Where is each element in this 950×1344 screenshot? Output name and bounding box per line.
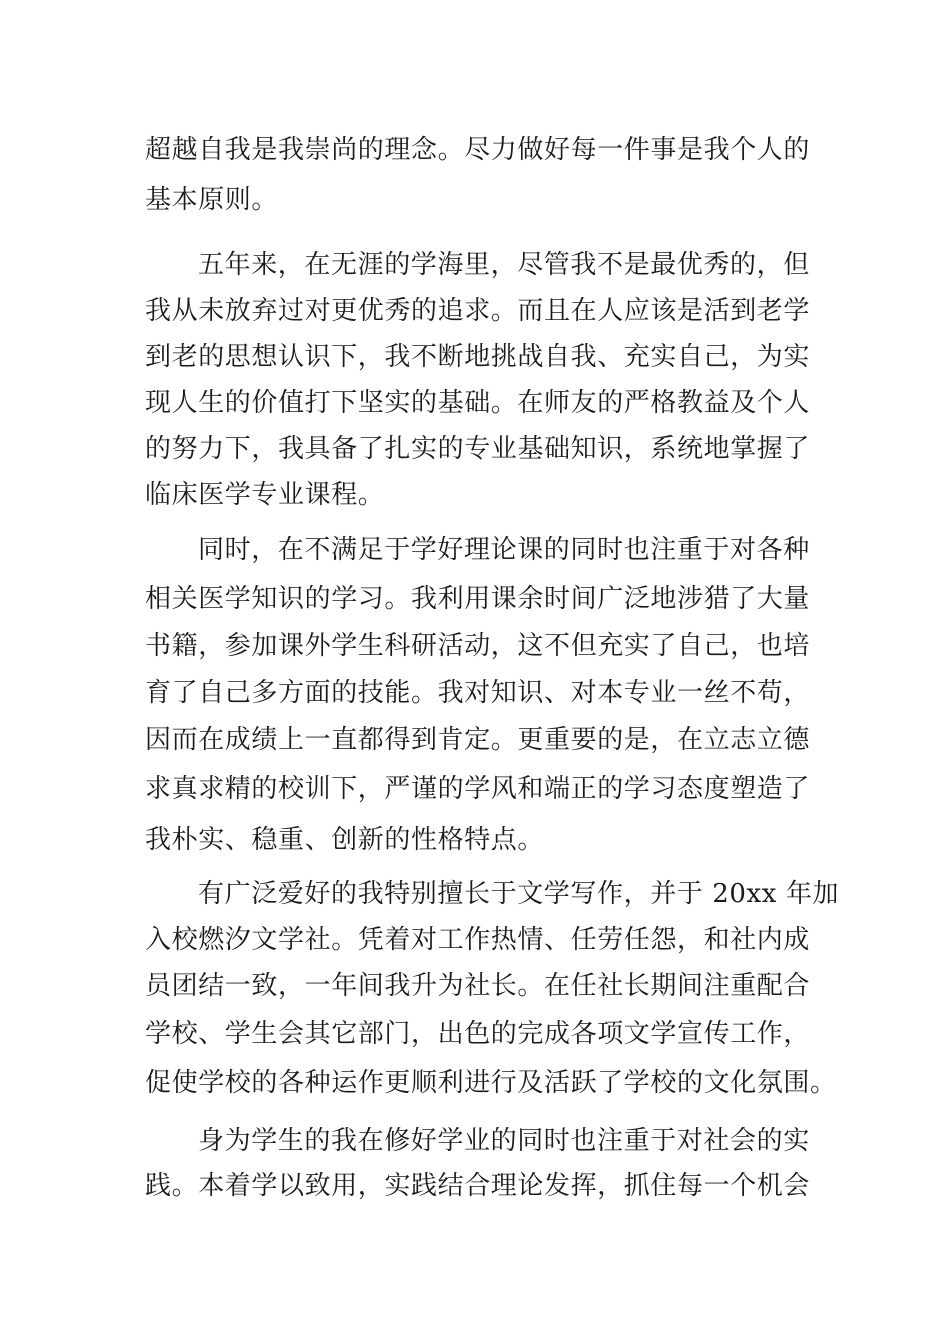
text-line: 到老的思想认识下，我不断地挑战自我、充实自己，为实: [145, 342, 811, 372]
text-line: 促使学校的各种运作更顺利进行及活跃了学校的文化氛围。: [145, 1068, 837, 1098]
text-line: 学校、学生会其它部门，出色的完成各项文学宣传工作，: [145, 1019, 811, 1049]
text-line: 育了自己多方面的技能。我对知识、对本专业一丝不苟，: [145, 678, 811, 708]
text-line: 践。本着学以致用，实践结合理论发挥，抓住每一个机会: [145, 1171, 811, 1201]
paragraph-first-line: 身为学生的我在修好学业的同时也注重于对社会的实: [198, 1126, 810, 1156]
text-line: 超越自我是我崇尚的理念。尽力做好每一件事是我个人的: [145, 135, 811, 165]
text-line: 相关医学知识的学习。我利用课余时间广泛地涉猎了大量: [145, 584, 811, 614]
text-line: 的努力下，我具备了扎实的专业基础知识，系统地掌握了: [145, 434, 811, 464]
text-line: 我朴实、稳重、创新的性格特点。: [145, 825, 545, 855]
text-line: 基本原则。: [145, 185, 279, 215]
text-line: 求真求精的校训下，严谨的学风和端正的学习态度塑造了: [145, 774, 811, 804]
paragraph-first-line: 五年来，在无涯的学海里，尽管我不是最优秀的，但: [198, 250, 810, 280]
paragraph-first-line: 同时，在不满足于学好理论课的同时也注重于对各种: [198, 535, 810, 565]
text-line: 入校燃汐文学社。凭着对工作热情、任劳任怨，和社内成: [145, 925, 811, 955]
paragraph-first-line: 有广泛爱好的我特别擅长于文学写作，并于 20xx 年加: [198, 879, 840, 909]
text-line: 临床医学专业课程。: [145, 480, 385, 510]
text-line: 因而在成绩上一直都得到肯定。更重要的是，在立志立德: [145, 725, 811, 755]
text-line: 书籍，参加课外学生科研活动，这不但充实了自己，也培: [145, 631, 811, 661]
text-line: 员团结一致，一年间我升为社长。在任社长期间注重配合: [145, 971, 811, 1001]
text-line: 我从未放弃过对更优秀的追求。而且在人应该是活到老学: [145, 296, 811, 326]
text-line: 现人生的价值打下坚实的基础。在师友的严格教益及个人: [145, 388, 811, 418]
